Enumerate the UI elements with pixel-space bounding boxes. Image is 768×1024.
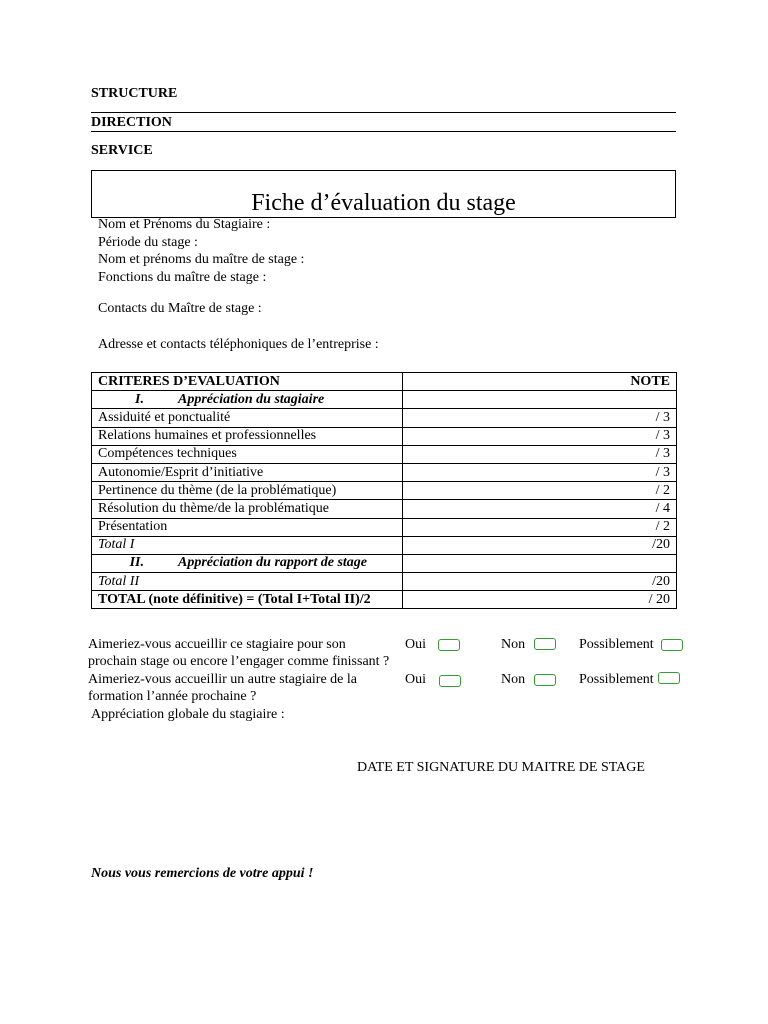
option-no-label: Non xyxy=(501,637,526,652)
section-row xyxy=(92,554,677,572)
trainee-name-field: Nom et Prénoms du Stagiaire : xyxy=(98,217,271,232)
company-address-field: Adresse et contacts téléphoniques de l’entreprise : xyxy=(98,337,379,352)
section-note-cell xyxy=(403,554,677,572)
structure-underline xyxy=(91,112,676,113)
option-yes-label: Oui xyxy=(405,637,426,652)
total-note: /20 xyxy=(403,573,677,591)
table-row xyxy=(92,482,677,500)
criterion-label: Résolution du thème/de la problématique xyxy=(92,500,403,518)
table-row xyxy=(92,518,677,536)
section-title xyxy=(92,554,403,572)
checkbox-q2-maybe[interactable] xyxy=(658,672,680,684)
table-row xyxy=(92,463,677,481)
criterion-note: / 3 xyxy=(403,427,677,445)
section-title xyxy=(92,391,403,409)
thanks-note: Nous vous remercions de votre appui ! xyxy=(91,866,314,881)
table-row xyxy=(92,445,677,463)
table-row xyxy=(92,500,677,518)
checkbox-q1-maybe[interactable] xyxy=(661,639,683,651)
total-label: Total II xyxy=(92,573,403,591)
checkbox-q2-yes[interactable] xyxy=(439,675,461,687)
final-total-row xyxy=(92,591,677,609)
criterion-note: / 2 xyxy=(403,518,677,536)
note-header: NOTE xyxy=(403,373,677,391)
option-yes-label: Oui xyxy=(405,672,426,687)
page-title: Fiche d’évaluation du stage xyxy=(251,190,516,216)
global-appreciation-field: Appréciation globale du stagiaire : xyxy=(91,707,285,722)
question-another-trainee: Aimeriez-vous accueillir un autre stagiaire de la formation l’année prochaine ? xyxy=(88,672,357,704)
table-header-row xyxy=(92,373,677,391)
criterion-note: / 3 xyxy=(403,445,677,463)
total-row xyxy=(92,536,677,554)
service-label: SERVICE xyxy=(91,143,153,158)
criterion-label: Relations humaines et professionnelles xyxy=(92,427,403,445)
table-row xyxy=(92,427,677,445)
table-row xyxy=(92,409,677,427)
section-label: Appréciation du rapport de stage xyxy=(178,555,368,571)
criteria-header: CRITERES D’EVALUATION xyxy=(92,373,403,391)
criterion-label: Présentation xyxy=(92,518,403,536)
section-row xyxy=(92,391,677,409)
signature-label: DATE ET SIGNATURE DU MAITRE DE STAGE xyxy=(357,760,645,775)
criterion-label: Pertinence du thème (de la problématique) xyxy=(92,482,403,500)
section-label: Appréciation du stagiaire xyxy=(178,391,325,407)
criterion-label: Assiduité et ponctualité xyxy=(92,409,403,427)
final-total-label: TOTAL (note définitive) = (Total I+Total II)/2 xyxy=(92,591,403,609)
criterion-note: / 3 xyxy=(403,463,677,481)
total-note: /20 xyxy=(403,536,677,554)
checkbox-q1-yes[interactable] xyxy=(438,639,460,651)
evaluation-table xyxy=(91,372,677,609)
final-total-note: / 20 xyxy=(403,591,677,609)
supervisor-function-field: Fonctions du maître de stage : xyxy=(98,270,267,285)
checkbox-q2-no[interactable] xyxy=(534,674,556,686)
internship-period-field: Période du stage : xyxy=(98,235,198,250)
supervisor-name-field: Nom et prénoms du maître de stage : xyxy=(98,252,305,267)
option-no-label: Non xyxy=(501,672,526,687)
criterion-label: Compétences techniques xyxy=(92,445,403,463)
option-maybe-label: Possiblement xyxy=(579,637,654,652)
criterion-note: / 2 xyxy=(403,482,677,500)
criterion-note: / 4 xyxy=(403,500,677,518)
direction-label: DIRECTION xyxy=(91,115,172,130)
direction-underline xyxy=(91,131,676,132)
title-box xyxy=(91,170,676,218)
criterion-label: Autonomie/Esprit d’initiative xyxy=(92,463,403,481)
structure-label: STRUCTURE xyxy=(91,86,178,101)
section-number: II. xyxy=(129,555,144,571)
total-row xyxy=(92,573,677,591)
checkbox-q1-no[interactable] xyxy=(534,638,556,650)
supervisor-contacts-field: Contacts du Maître de stage : xyxy=(98,301,262,316)
total-label: Total I xyxy=(92,536,403,554)
option-maybe-label: Possiblement xyxy=(579,672,654,687)
section-note-cell xyxy=(403,391,677,409)
question-host-again: Aimeriez-vous accueillir ce stagiaire pour son prochain stage ou encore l’engager comme finissant ? xyxy=(88,637,390,669)
criterion-note: / 3 xyxy=(403,409,677,427)
section-number: I. xyxy=(135,391,144,407)
